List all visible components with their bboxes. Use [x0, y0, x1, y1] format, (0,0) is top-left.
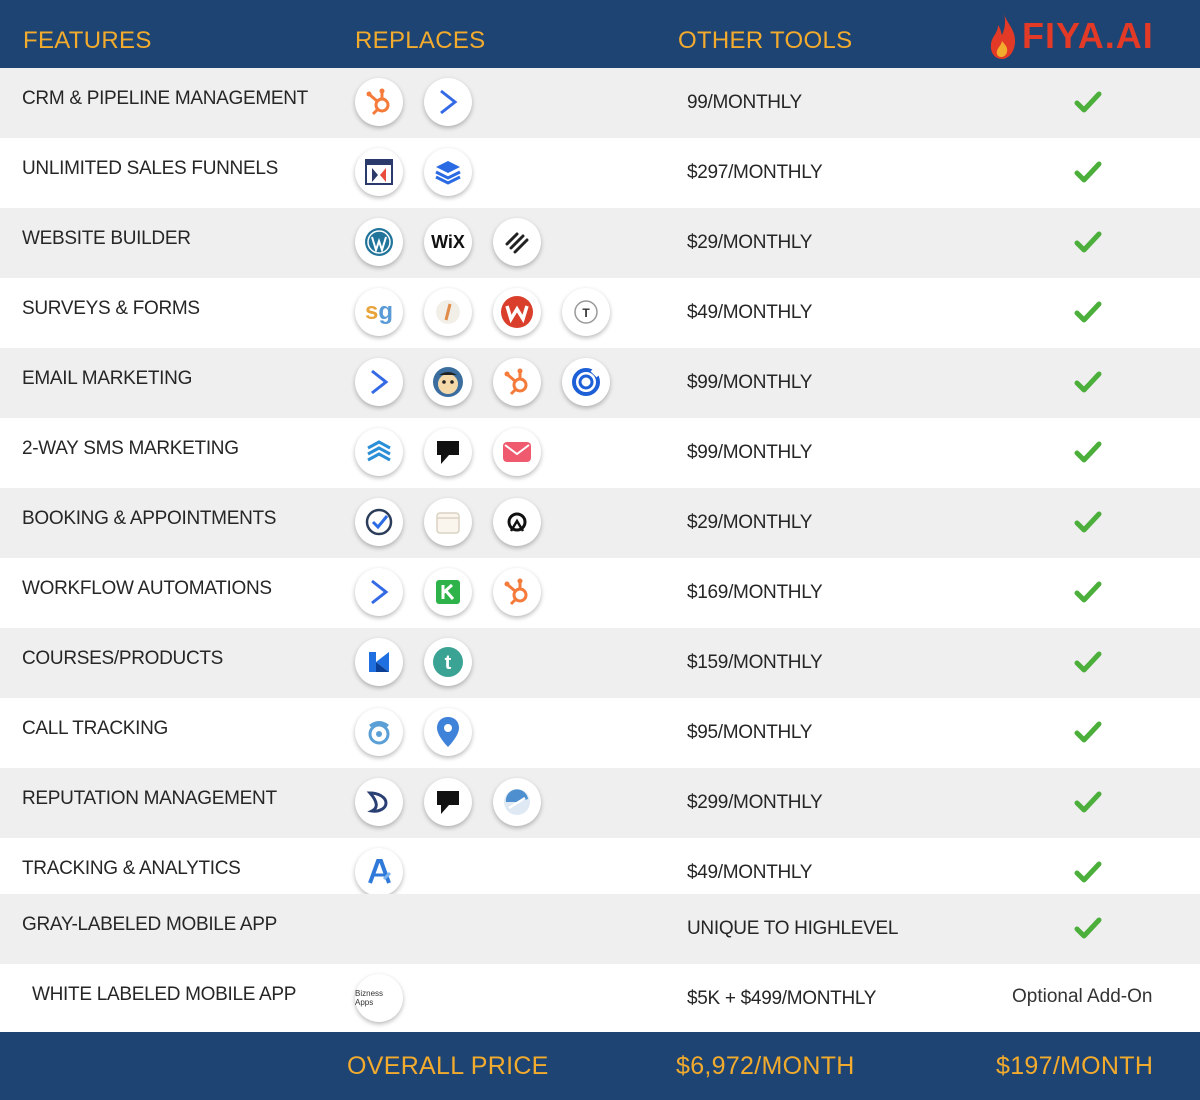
- other-tools-price: $5K + $499/MONTHLY: [687, 988, 877, 1009]
- podium-icon: [424, 428, 472, 476]
- replaces-column-header: REPLACES: [355, 27, 486, 54]
- analytics-a-icon: [355, 848, 403, 896]
- other-tools-price: $49/MONTHLY: [687, 302, 813, 323]
- table-row: [0, 838, 1200, 894]
- table-row: [0, 348, 1200, 418]
- other-tools-price: $297/MONTHLY: [687, 162, 823, 183]
- typeform-icon: [424, 288, 472, 336]
- feature-name: REPUTATION MANAGEMENT: [22, 788, 277, 809]
- calendar-icon: [424, 498, 472, 546]
- table-row: [0, 698, 1200, 768]
- flame-icon: [988, 11, 1018, 61]
- feature-name: BOOKING & APPOINTMENTS: [22, 508, 277, 529]
- activecampaign-icon: [355, 358, 403, 406]
- other-tools-price: $29/MONTHLY: [687, 232, 813, 253]
- table-row: [0, 964, 1200, 1030]
- feature-name: CALL TRACKING: [22, 718, 169, 739]
- other-tools-price: UNIQUE TO HIGHLEVEL: [687, 918, 899, 939]
- feature-name: UNLIMITED SALES FUNNELS: [22, 158, 278, 179]
- wufoo-icon: [493, 288, 541, 336]
- checkmark-icon: [1074, 578, 1102, 606]
- table-row: [0, 138, 1200, 208]
- kajabi-icon: [355, 638, 403, 686]
- table-row: [0, 894, 1200, 964]
- wix-icon: WiX: [424, 218, 472, 266]
- checkmark-icon: [1074, 788, 1102, 816]
- bizness-apps-icon: Bizness Apps: [355, 974, 403, 1022]
- wordpress-icon: [355, 218, 403, 266]
- checkmark-icon: [1074, 914, 1102, 942]
- hubspot-icon: [493, 358, 541, 406]
- table-row: [0, 208, 1200, 278]
- mailchimp-icon: [424, 358, 472, 406]
- sms-layers-icon: [355, 428, 403, 476]
- table-row: [0, 418, 1200, 488]
- activecampaign-icon: [355, 568, 403, 616]
- fiya-total: $197/MONTH: [996, 1052, 1154, 1080]
- podium-icon: [424, 778, 472, 826]
- table-row: [0, 768, 1200, 838]
- checkmark-icon: [1074, 858, 1102, 886]
- feature-name: WORKFLOW AUTOMATIONS: [22, 578, 272, 599]
- squarespace-icon: [493, 218, 541, 266]
- fiya-availability: Optional Add-On: [1012, 986, 1153, 1007]
- checkmark-icon: [1074, 718, 1102, 746]
- typeform-t-icon: [562, 288, 610, 336]
- keap-icon: [424, 568, 472, 616]
- other-tools-price: $49/MONTHLY: [687, 862, 813, 883]
- feature-name: COURSES/PRODUCTS: [22, 648, 224, 669]
- location-pin-icon: [424, 708, 472, 756]
- clickfunnels-icon: [355, 148, 403, 196]
- teachable-icon: [424, 638, 472, 686]
- table-footer: [0, 1032, 1200, 1100]
- table-row: [0, 558, 1200, 628]
- other-tools-price: $99/MONTHLY: [687, 442, 813, 463]
- checkmark-icon: [1074, 368, 1102, 396]
- comparison-rows: [0, 68, 1200, 1030]
- feature-name: SURVEYS & FORMS: [22, 298, 200, 319]
- reputation-icon: [493, 778, 541, 826]
- checkmark-icon: [1074, 228, 1102, 256]
- feature-name: WHITE LABELED MOBILE APP: [32, 984, 297, 1005]
- feature-name: WEBSITE BUILDER: [22, 228, 191, 249]
- other-tools-price: $169/MONTHLY: [687, 582, 823, 603]
- callrail-icon: [355, 708, 403, 756]
- checkmark-icon: [1074, 648, 1102, 676]
- table-header: [0, 0, 1200, 68]
- svg-text:t: t: [444, 652, 452, 674]
- features-column-header: FEATURES: [23, 27, 152, 54]
- table-row: [0, 278, 1200, 348]
- other-tools-price: 99/MONTHLY: [687, 92, 802, 113]
- other-tools-price: $299/MONTHLY: [687, 792, 823, 813]
- other-tools-price: $159/MONTHLY: [687, 652, 823, 673]
- activecampaign-icon: [424, 78, 472, 126]
- leadpages-icon: [424, 148, 472, 196]
- surveygizmo-icon: sg: [355, 288, 403, 336]
- table-row: [0, 628, 1200, 698]
- feature-name: TRACKING & ANALYTICS: [22, 858, 241, 879]
- check-circle-icon: [355, 498, 403, 546]
- other-tools-price: $95/MONTHLY: [687, 722, 813, 743]
- mail-icon: [493, 428, 541, 476]
- brand-name: FIYA.AI: [1022, 15, 1154, 56]
- feature-name: 2-WAY SMS MARKETING: [22, 438, 239, 459]
- table-row: [0, 488, 1200, 558]
- fiya-logo: [988, 8, 1154, 64]
- feature-name: GRAY-LABELED MOBILE APP: [22, 914, 277, 935]
- feature-name: EMAIL MARKETING: [22, 368, 193, 389]
- checkmark-icon: [1074, 298, 1102, 326]
- checkmark-icon: [1074, 158, 1102, 186]
- table-row: [0, 68, 1200, 138]
- checkmark-icon: [1074, 438, 1102, 466]
- svg-text:T: T: [582, 306, 590, 320]
- other-tools-total: $6,972/MONTH: [676, 1052, 855, 1080]
- checkmark-icon: [1074, 88, 1102, 116]
- checkmark-icon: [1074, 508, 1102, 536]
- other-tools-column-header: OTHER TOOLS: [678, 27, 853, 54]
- constant-contact-icon: [562, 358, 610, 406]
- acuity-icon: [493, 498, 541, 546]
- birdeye-icon: [355, 778, 403, 826]
- feature-name: CRM & PIPELINE MANAGEMENT: [22, 88, 308, 109]
- overall-price-label: OVERALL PRICE: [347, 1052, 549, 1080]
- hubspot-icon: [493, 568, 541, 616]
- other-tools-price: $99/MONTHLY: [687, 372, 813, 393]
- other-tools-price: $29/MONTHLY: [687, 512, 813, 533]
- hubspot-icon: [355, 78, 403, 126]
